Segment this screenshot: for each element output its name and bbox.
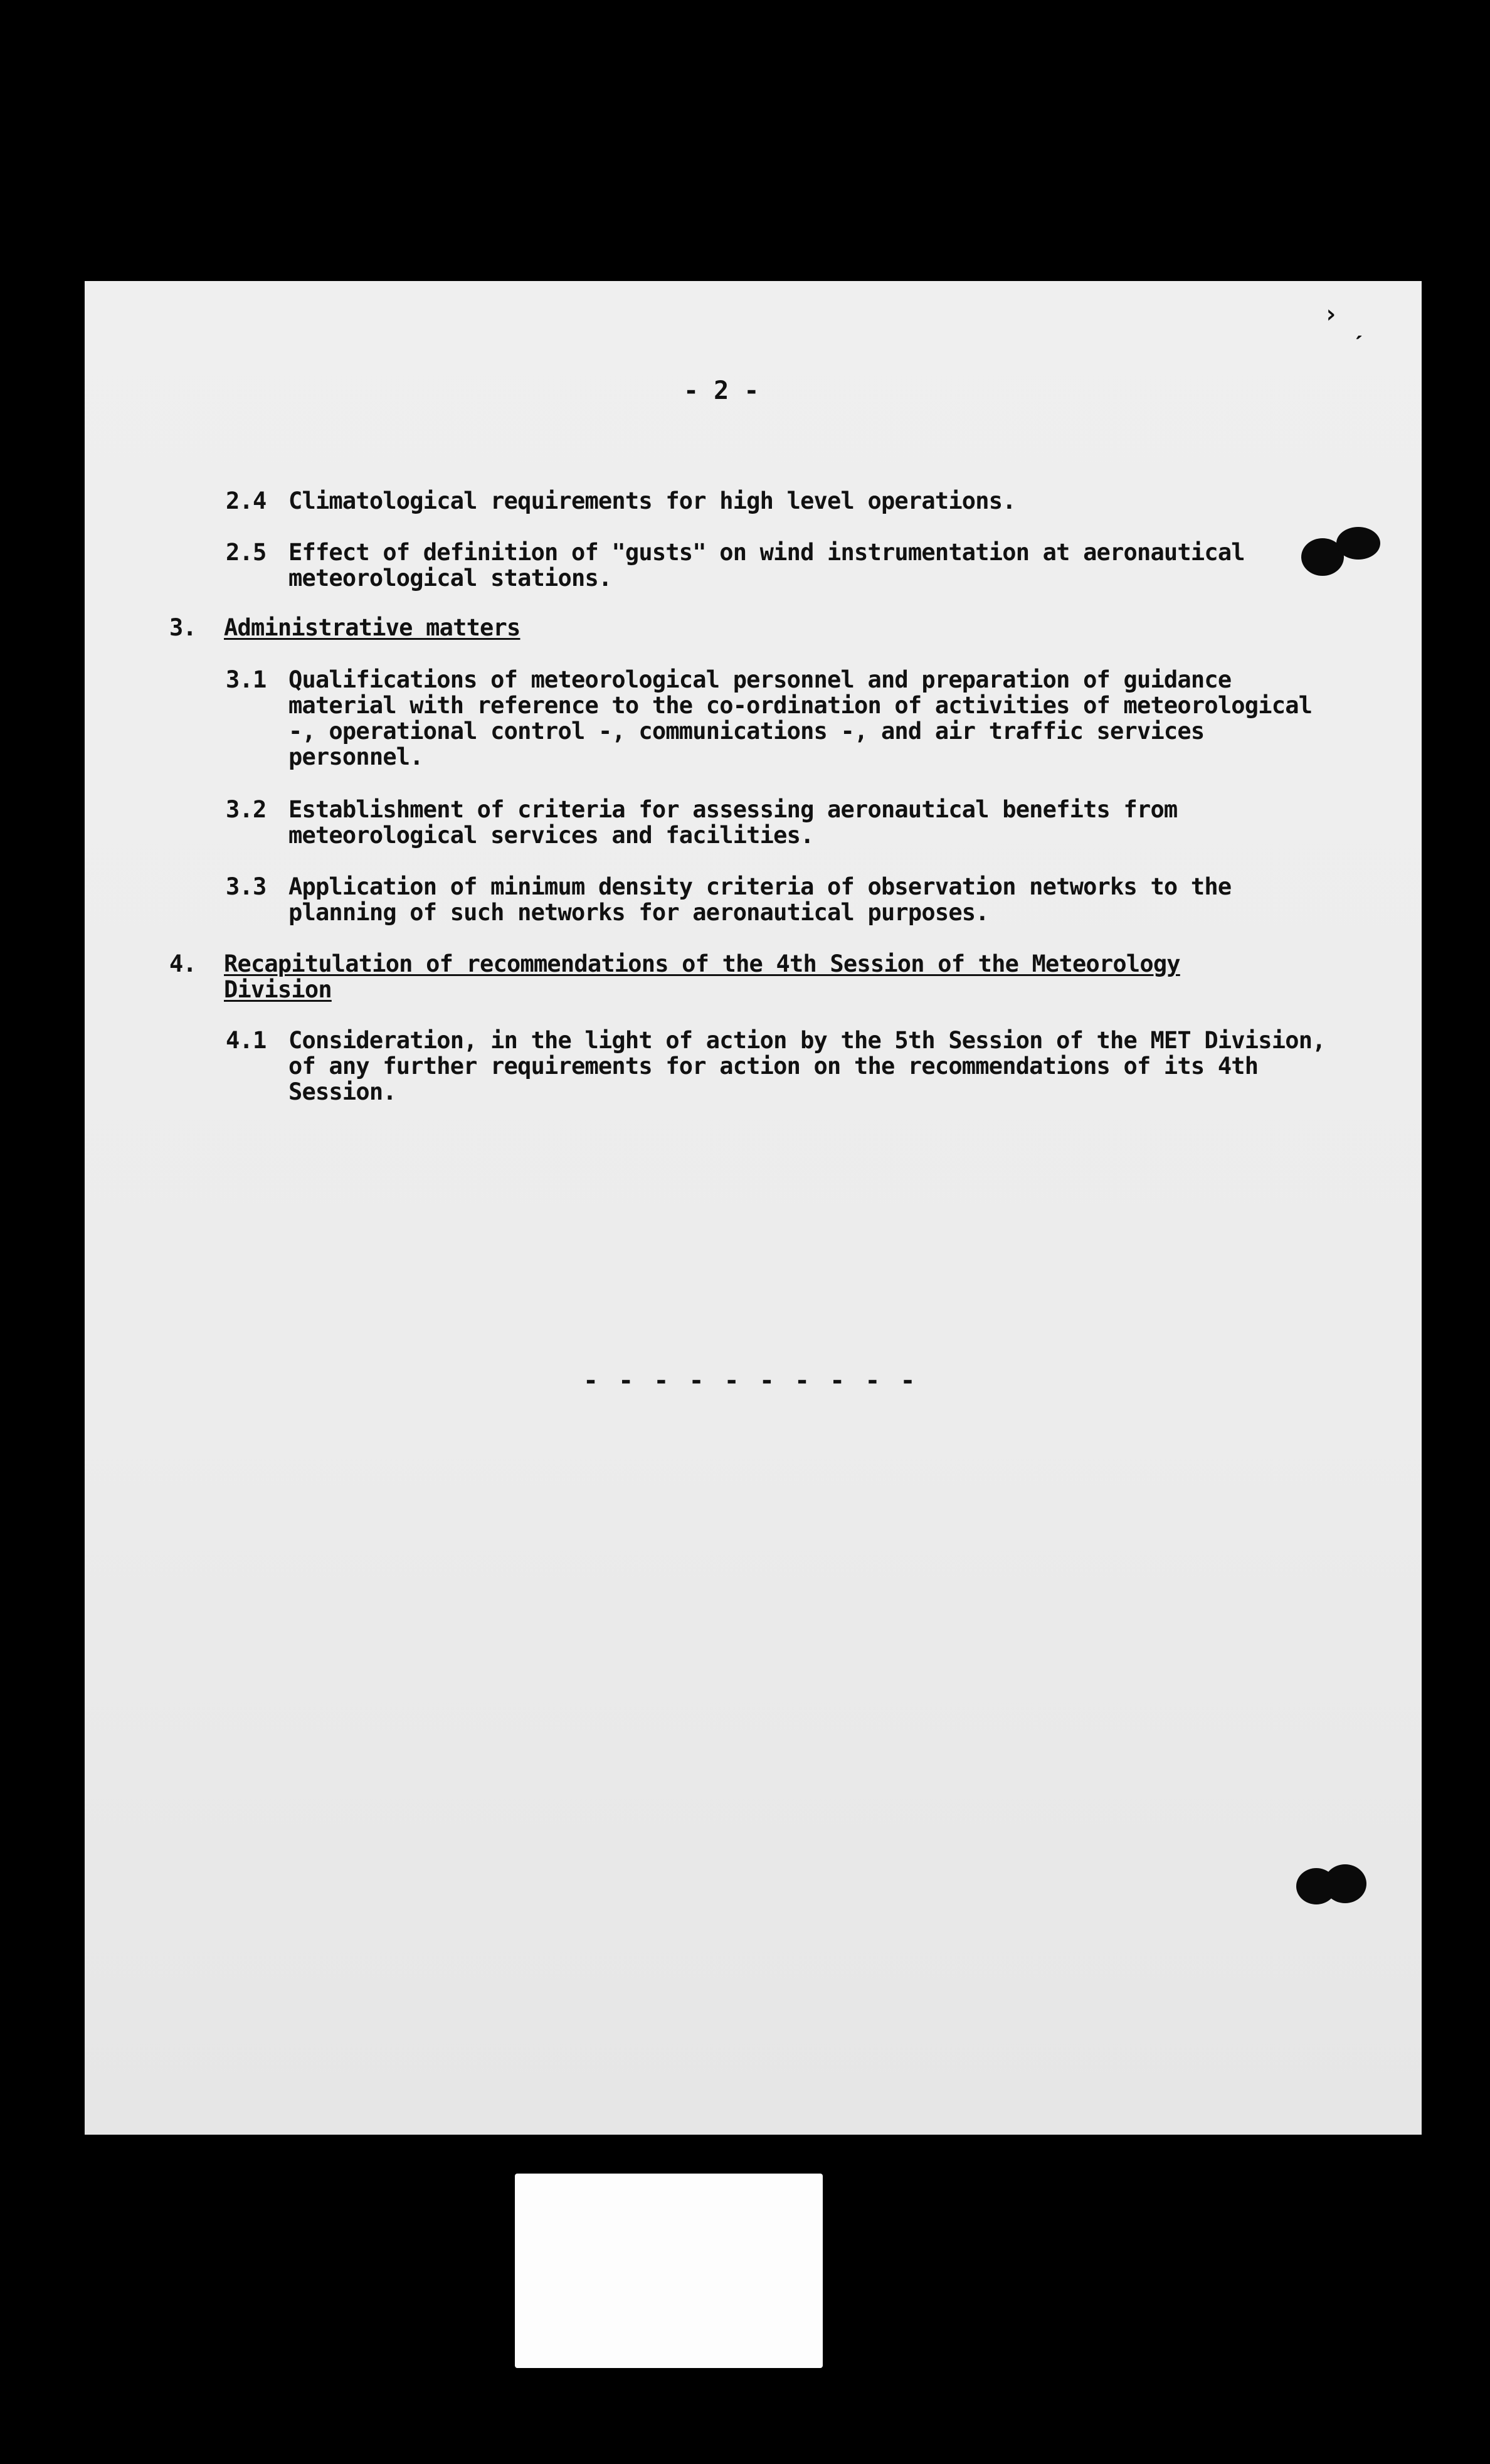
- section-heading: Recapitulation of recommendations of the 4th Session of the Meteorology Division: [224, 950, 1180, 1003]
- corner-mark: ›: [1323, 300, 1339, 329]
- item-number: 2.4: [226, 487, 267, 514]
- ink-blot: [1336, 527, 1380, 560]
- separator-line: - - - - - - - - - -: [583, 1366, 918, 1395]
- section-number: 4.: [169, 950, 196, 977]
- item-number: 3.3: [226, 873, 267, 900]
- item-number: 3.1: [226, 666, 267, 693]
- ink-blot: [1324, 1864, 1366, 1903]
- item-text: Application of minimum density criteria of observation networks to the planning of such networks for aeronautical purposes.: [288, 873, 1232, 926]
- item-text: Effect of definition of "gusts" on wind instrumentation at aeronautical meteorological stations.: [288, 539, 1245, 592]
- document-page: [85, 281, 1422, 2135]
- item-text: Qualifications of meteorological personnel and preparation of guidance material with reference to the co-ordination of activities of meteorological -, operational control -, communications -, and air traffic services personnel.: [288, 666, 1313, 770]
- item-text: Establishment of criteria for assessing aeronautical benefits from meteorological services and facilities.: [288, 796, 1178, 849]
- item-number: 4.1: [226, 1027, 267, 1054]
- item-number: 2.5: [226, 539, 267, 566]
- reference-card: [515, 2174, 823, 2368]
- item-text: Climatological requirements for high level operations.: [288, 487, 1016, 514]
- page-number: - 2 -: [684, 376, 759, 405]
- section-number: 3.: [169, 614, 196, 641]
- item-text: Consideration, in the light of action by the 5th Session of the MET Division, of any further requirements for action on the recommendations of its 4th Session.: [288, 1027, 1326, 1105]
- corner-mark: ˊ: [1351, 331, 1367, 360]
- section-heading: Administrative matters: [224, 614, 520, 641]
- item-number: 3.2: [226, 796, 267, 823]
